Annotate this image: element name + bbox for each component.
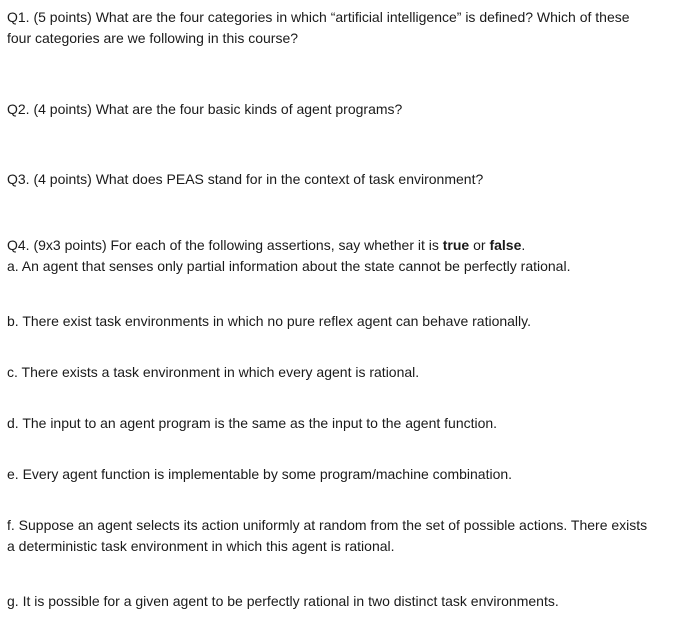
question-1-line-1: Q1. (5 points) What are the four categories in which “artificial intelligence” is defined? Which of these	[7, 9, 630, 25]
assertion-c-block	[7, 362, 691, 383]
question-4	[7, 235, 691, 277]
assertion-f-block	[7, 515, 691, 557]
assertion-d-block	[7, 413, 691, 434]
assertion-e-block	[7, 464, 691, 485]
assertion-g-block	[7, 591, 691, 612]
assertion-g: g. It is possible for a given agent to be perfectly rational in two distinct task environments.	[7, 593, 559, 609]
assertion-c: c. There exists a task environment in which every agent is rational.	[7, 364, 420, 380]
question-4-true-word: true	[442, 237, 470, 253]
question-4-intro	[7, 235, 691, 256]
question-4-false-word: false	[489, 237, 522, 253]
assertion-e: e. Every agent function is implementable by some program/machine combination.	[7, 466, 513, 482]
question-4-or-word: or	[469, 237, 490, 253]
question-4-intro-prefix: Q4. (9x3 points) For each of the following assertions, say whether it is	[7, 237, 443, 253]
question-3	[7, 169, 691, 190]
question-2-text: Q2. (4 points) What are the four basic kinds of agent programs?	[7, 101, 403, 117]
question-1-line-2: four categories are we following in this course?	[7, 30, 299, 46]
question-2	[7, 99, 691, 120]
question-4-intro-suffix: .	[521, 237, 526, 253]
assertion-b: b. There exist task environments in which no pure reflex agent can behave rationally.	[7, 313, 531, 329]
question-1	[7, 7, 691, 49]
assertion-a: a. An agent that senses only partial information about the state cannot be perfectly rational.	[7, 258, 571, 274]
assertion-f-line-1: f. Suppose an agent selects its action uniformly at random from the set of possible actions. There exists	[7, 517, 648, 533]
question-3-text: Q3. (4 points) What does PEAS stand for in the context of task environment?	[7, 171, 484, 187]
assertion-b-block	[7, 311, 691, 332]
assertion-f-line-2: a deterministic task environment in which this agent is rational.	[7, 538, 395, 554]
assertion-d: d. The input to an agent program is the same as the input to the agent function.	[7, 415, 498, 431]
